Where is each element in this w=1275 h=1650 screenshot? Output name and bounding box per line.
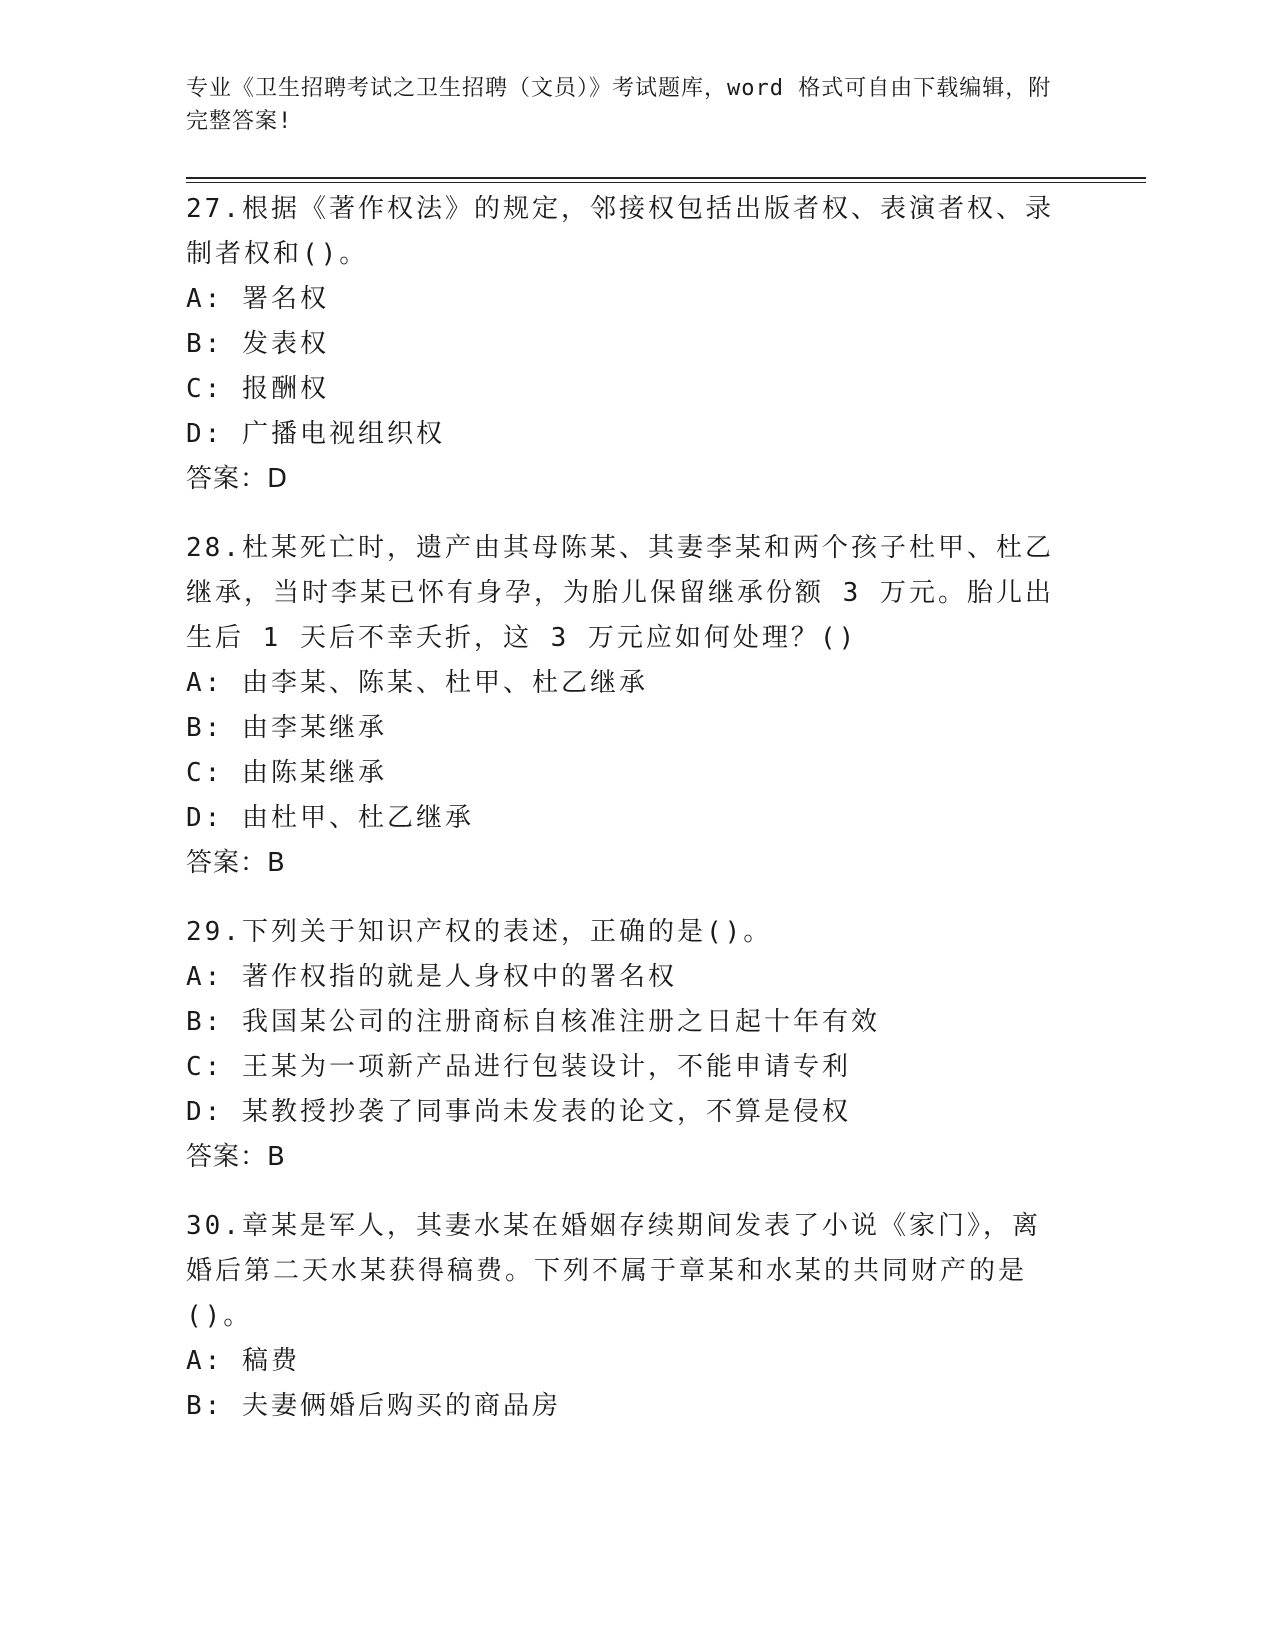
header-divider-thin (186, 182, 1146, 183)
option-b: B: 发表权 (186, 329, 329, 359)
option-a: A: 著作权指的就是人身权中的署名权 (186, 962, 677, 992)
option-a: A: 稿费 (186, 1346, 300, 1376)
option-a: A: 署名权 (186, 284, 329, 314)
question-stem: 27.根据《著作权法》的规定，邻接权包括出版者权、表演者权、录制者权和()。 (186, 194, 1054, 269)
option-b: B: 我国某公司的注册商标自核准注册之日起十年有效 (186, 1007, 880, 1037)
question-stem: 29.下列关于知识产权的表述，正确的是()。 (186, 917, 773, 947)
option-c: C: 由陈某继承 (186, 758, 387, 788)
option-d: D: 某教授抄袭了同事尚未发表的论文，不算是侵权 (186, 1097, 851, 1127)
option-c: C: 报酬权 (186, 374, 329, 404)
answer-line: 答案：B (186, 848, 286, 878)
question-30 (186, 1204, 1066, 1429)
option-b: B: 由李某继承 (186, 713, 387, 743)
option-d: D: 广播电视组织权 (186, 419, 445, 449)
question-27 (186, 187, 1066, 502)
question-29 (186, 910, 1066, 1180)
question-stem: 28.杜某死亡时，遗产由其母陈某、其妻李某和两个孩子杜甲、杜乙继承，当时李某已怀有身孕，为胎儿保留继承份额 3 万元。胎儿出生后 1 天后不幸夭折，这 3 万元应如何处理？() (186, 533, 1054, 653)
option-d: D: 由杜甲、杜乙继承 (186, 803, 474, 833)
answer-line: 答案：B (186, 1142, 286, 1172)
option-c: C: 王某为一项新产品进行包装设计，不能申请专利 (186, 1052, 851, 1082)
option-b: B: 夫妻俩婚后购买的商品房 (186, 1391, 561, 1421)
answer-line: 答案：D (186, 464, 289, 494)
question-28 (186, 526, 1066, 886)
document-header (186, 72, 1066, 138)
option-a: A: 由李某、陈某、杜甲、杜乙继承 (186, 668, 648, 698)
header-divider-thick (186, 177, 1146, 179)
question-list (186, 187, 1066, 1453)
question-stem: 30.章某是军人，其妻水某在婚姻存续期间发表了小说《家门》，离婚后第二天水某获得稿费。下列不属于章某和水某的共同财产的是()。 (186, 1211, 1041, 1331)
header-text: 专业《卫生招聘考试之卫生招聘（文员）》考试题库，word 格式可自由下载编辑，附完整答案! (186, 76, 1052, 134)
